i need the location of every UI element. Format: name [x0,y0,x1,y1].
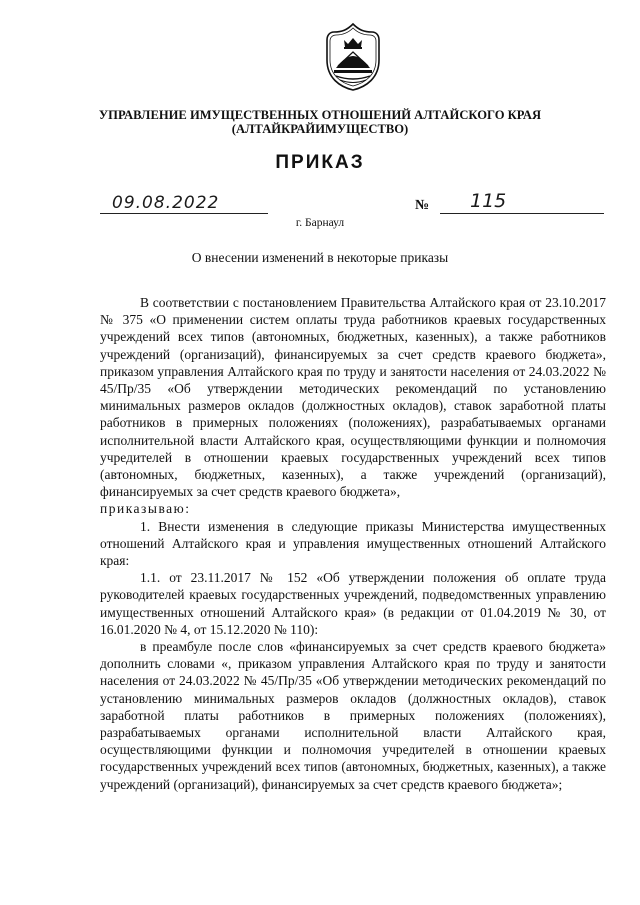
handwritten-number: 115 [470,190,507,212]
decree-word: приказываю: [100,501,191,517]
clause-1: 1. Внести изменения в следующие приказы Министерства имущественных отношений Алтайского края и управления имущественных отношений Алтайского края: [100,518,606,569]
organization-name: УПРАВЛЕНИЕ ИМУЩЕСТВЕННЫХ ОТНОШЕНИЙ АЛТАЙСКОГО КРАЯ [98,108,542,122]
number-underline [440,213,604,214]
date-underline [100,213,268,214]
clause-1-1: 1.1. от 23.11.2017 № 152 «Об утверждении положения об оплате труда руководителей краевых государственных учреждений, подведомственных управлению имущественных отношений Алтайского края» (в редакции от 01.04.2019 № 30, от 16.01.2020 № 4, от 15.12.2020 № 110): [100,570,606,637]
organization-short-name: (АЛТАЙКРАЙИМУЩЕСТВО) [231,122,409,136]
clause-1-1-amendment: в преамбуле после слов «финансируемых за счет средств краевого бюджета» дополнить словами «, приказом управления Алтайского края по труду и занятости населения от 24.03.2022 № 45/Пр/35 «Об утверждении методических рекомендаций по установлению минимальных размеров окладов (должностных окладов), ставок заработной платы работников в примерных положениях (положениях), разрабатываемых органами исполнительной власти Алтайского края, осуществляющими функции и полномочия учредителей в отношении краевых государственных учреждений всех типов (автономных, бюджетных, казенных), а также учреждений (организаций), финансируемых за счет средств краевого бюджета»; [100,639,606,792]
document-subject: О внесении изменений в некоторые приказы [191,250,449,265]
city-label: г. Барнаул [295,217,345,229]
document-body [100,294,606,793]
document-title: ПРИКАЗ [275,152,365,173]
preamble-paragraph: В соответствии с постановлением Правительства Алтайского края от 23.10.2017 № 375 «О применении систем оплаты труда работников краевых государственных учреждений всех типов (автономных, бюджетных, казенных), а также работников учреждений (организаций), финансируемых за счет средств краевого бюджета», приказом управления Алтайского края по труду и занятости населения от 24.03.2022 № 45/Пр/35 «Об утверждении методических рекомендаций по установлению минимальных размеров окладов (должностных окладов), ставок заработной платы работников в примерных положениях (положениях), разрабатываемых органами исполнительной власти Алтайского края, осуществляющими функции и полномочия учредителей в отношении краевых государственных учреждений всех типов (автономных, бюджетных, казенных), а также учреждений (организаций), финансируемых за счет средств краевого бюджета», [100,295,606,500]
number-sign: № [415,198,430,213]
coat-of-arms-icon [322,22,384,92]
handwritten-date: 09.08.2022 [112,193,220,213]
